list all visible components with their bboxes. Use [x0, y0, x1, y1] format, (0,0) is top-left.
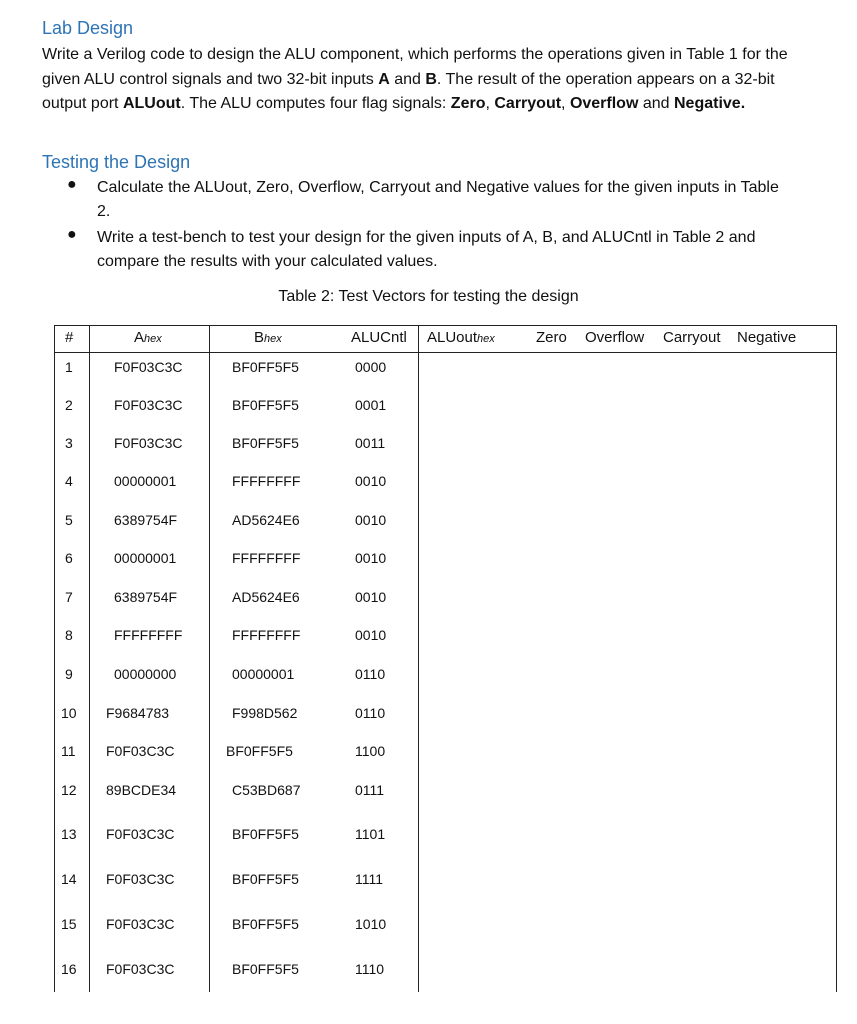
table-col-divider: [89, 325, 90, 992]
cell-b: BF0FF5F5: [232, 961, 299, 977]
cell-aluctl: 0010: [355, 550, 387, 566]
cell-a: F9684783: [106, 705, 170, 721]
cell-a: 6389754F: [114, 512, 178, 528]
testing-bullet-2: Write a test-bench to test your design for the given inputs of A, B, and ALUCntl in Table 2 and compare the results with your calculated values.: [97, 229, 756, 270]
header-b: Bhex: [254, 329, 282, 346]
cell-b: BF0FF5F5: [232, 826, 299, 842]
row-number: 12: [61, 782, 77, 798]
cell-a: F0F03C3C: [106, 743, 175, 759]
table-col-divider: [418, 325, 419, 992]
row-number: 8: [65, 627, 73, 643]
cell-aluctl: 0111: [355, 782, 385, 798]
testing-heading: Testing the Design: [42, 152, 191, 172]
cell-aluctl: 0010: [355, 589, 387, 605]
cell-b: BF0FF5F5: [232, 871, 299, 887]
table-header-border: [54, 352, 837, 353]
row-number: 4: [65, 473, 73, 489]
table-top-border: [54, 325, 837, 326]
header-aluctl: ALUCntl: [351, 329, 407, 346]
header-carryout: Carryout: [663, 329, 721, 346]
table-col-divider: [209, 325, 210, 992]
cell-b: BF0FF5F5: [232, 397, 299, 413]
header-num: #: [65, 329, 74, 346]
cell-b: BF0FF5F5: [232, 916, 299, 932]
row-number: 14: [61, 871, 77, 887]
cell-b: C53BD687: [232, 782, 301, 798]
cell-a: F0F03C3C: [114, 435, 183, 451]
row-number: 3: [65, 435, 73, 451]
cell-aluctl: 0110: [355, 666, 386, 682]
header-a: Ahex: [134, 329, 162, 346]
row-number: 1: [65, 359, 73, 375]
cell-aluctl: 0011: [355, 435, 386, 451]
cell-aluctl: 0010: [355, 512, 387, 528]
cell-a: 00000001: [114, 473, 177, 489]
header-aluout: ALUouthex: [427, 329, 495, 346]
row-number: 6: [65, 550, 73, 566]
cell-a: F0F03C3C: [106, 871, 175, 887]
table-col-divider: [54, 325, 55, 992]
cell-b: FFFFFFFF: [232, 627, 301, 643]
bullet-dot: ●: [67, 176, 77, 193]
cell-a: F0F03C3C: [106, 826, 175, 842]
cell-a: 89BCDE34: [106, 782, 177, 798]
cell-aluctl: 1110: [355, 961, 385, 977]
cell-aluctl: 0010: [355, 627, 387, 643]
cell-aluctl: 0010: [355, 473, 387, 489]
cell-b: BF0FF5F5: [232, 435, 299, 451]
cell-a: 00000001: [114, 550, 177, 566]
cell-b: BF0FF5F5: [232, 359, 299, 375]
header-overflow: Overflow: [585, 329, 645, 346]
cell-b: AD5624E6: [232, 589, 300, 605]
cell-aluctl: 1111: [355, 871, 384, 887]
cell-a: 00000000: [114, 666, 177, 682]
cell-b: AD5624E6: [232, 512, 300, 528]
cell-b: F998D562: [232, 705, 298, 721]
cell-b: FFFFFFFF: [232, 550, 301, 566]
cell-aluctl: 1100: [355, 743, 386, 759]
row-number: 10: [61, 705, 77, 721]
cell-b: 00000001: [232, 666, 295, 682]
row-number: 2: [65, 397, 73, 413]
cell-aluctl: 0000: [355, 359, 387, 375]
lab-design-paragraph: Write a Verilog code to design the ALU component, which performs the operations given in Table 1 for the given ALU control signals and two 32-bit inputs A and B. The result of the operation appears on a 32-bit output port ALUout. The ALU computes four flag signals: Zero, Carryout, Overflow and Negative.: [42, 46, 788, 112]
header-zero: Zero: [536, 329, 567, 346]
table-caption: Table 2: Test Vectors for testing the design: [278, 288, 579, 305]
row-number: 15: [61, 916, 77, 932]
table-col-divider: [836, 325, 837, 992]
cell-b: FFFFFFFF: [232, 473, 301, 489]
cell-a: F0F03C3C: [106, 961, 175, 977]
lab-design-heading: Lab Design: [42, 18, 134, 38]
cell-a: 6389754F: [114, 589, 178, 605]
cell-a: F0F03C3C: [106, 916, 175, 932]
bullet-dot: ●: [67, 226, 77, 243]
cell-aluctl: 0110: [355, 705, 386, 721]
cell-aluctl: 0001: [355, 397, 387, 413]
header-negative: Negative: [737, 329, 797, 346]
cell-a: F0F03C3C: [114, 359, 183, 375]
row-number: 5: [65, 512, 73, 528]
cell-a: F0F03C3C: [114, 397, 183, 413]
row-number: 9: [65, 666, 73, 682]
row-number: 13: [61, 826, 77, 842]
row-number: 11: [61, 743, 76, 759]
testing-bullet-1: Calculate the ALUout, Zero, Overflow, Carryout and Negative values for the given inputs in Table 2.: [97, 179, 779, 220]
cell-b: BF0FF5F5: [226, 743, 293, 759]
cell-aluctl: 1101: [355, 826, 386, 842]
cell-aluctl: 1010: [355, 916, 387, 932]
row-number: 16: [61, 961, 77, 977]
row-number: 7: [65, 589, 73, 605]
cell-a: FFFFFFFF: [114, 627, 183, 643]
